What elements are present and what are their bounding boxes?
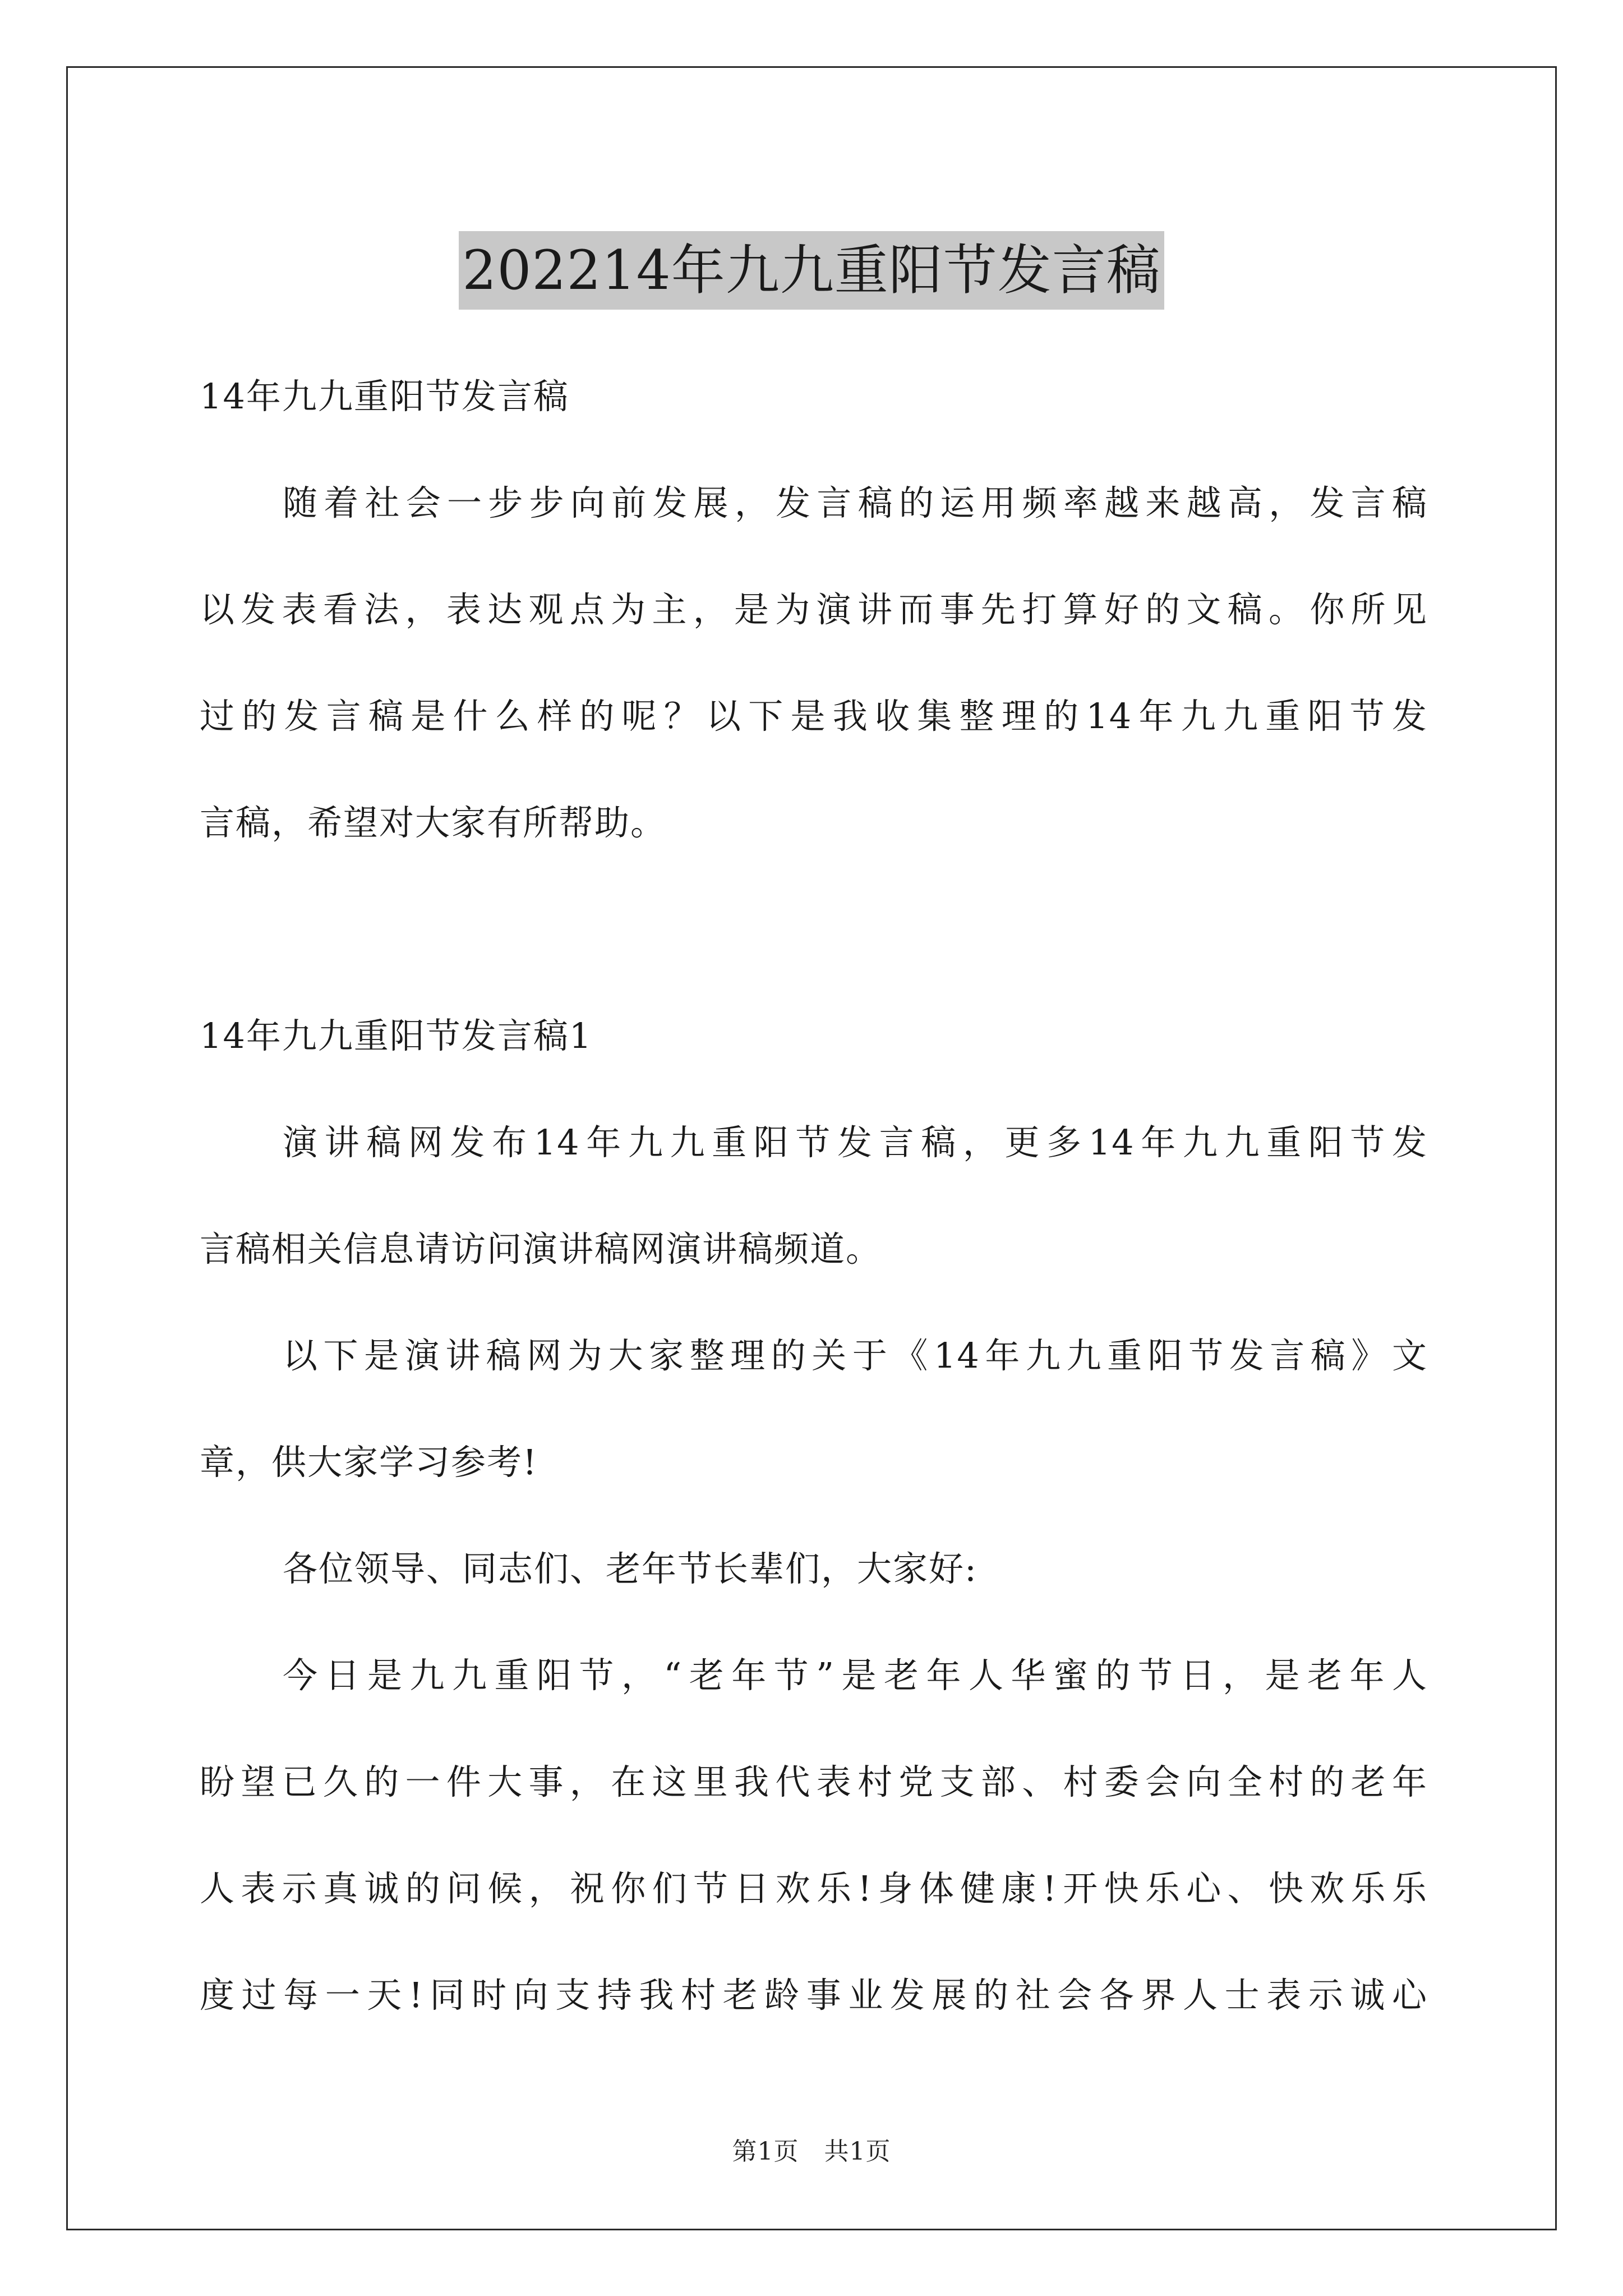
paragraph-line: 言稿相关信息请访问演讲稿网演讲稿频道。 (200, 1228, 882, 1269)
paragraph-line: 言稿，希望对大家有所帮助。 (200, 802, 667, 843)
paragraph-line: 盼望已久的一件大事，在这里我代表村党支部、村委会向全村的老年 (200, 1761, 1428, 1802)
paragraph-line: 今日是九九重阳节，“老年节”是老年人华蜜的节日，是老年人 (283, 1655, 1428, 1696)
paragraph-gap (200, 876, 1428, 983)
title-container (0, 195, 1623, 346)
page-number-footer: 第1页 共1页 (732, 2137, 891, 2166)
paragraph-line: 度过每一天!同时向支持我村老龄事业发展的社会各界人士表示诚心 (200, 1975, 1428, 2016)
intro-heading: 14年九九重阳节发言稿 (200, 376, 569, 417)
paragraph-line: 随着社会一步步向前发展，发言稿的运用频率越来越高，发言稿 (283, 482, 1428, 523)
paragraph-line: 演讲稿网发布14年九九重阳节发言稿，更多14年九九重阳节发 (283, 1122, 1428, 1163)
section-heading: 14年九九重阳节发言稿1 (200, 1015, 593, 1056)
document-title: 202214年九九重阳节发言稿 (459, 231, 1164, 310)
paragraph-line: 人表示真诚的问候，祝你们节日欢乐!身体健康!开快乐心、快欢乐乐 (200, 1868, 1428, 1909)
paragraph-line: 以发表看法，表达观点为主，是为演讲而事先打算好的文稿。你所见 (200, 589, 1428, 630)
paragraph-line: 以下是演讲稿网为大家整理的关于《14年九九重阳节发言稿》文 (283, 1335, 1428, 1376)
document-body (200, 343, 1428, 2049)
salutation-line: 各位领导、同志们、老年节长辈们，大家好: (283, 1548, 978, 1589)
paragraph-line: 章，供大家学习参考! (200, 1442, 538, 1483)
paragraph-line: 过的发言稿是什么样的呢？以下是我收集整理的14年九九重阳节发 (200, 696, 1428, 737)
